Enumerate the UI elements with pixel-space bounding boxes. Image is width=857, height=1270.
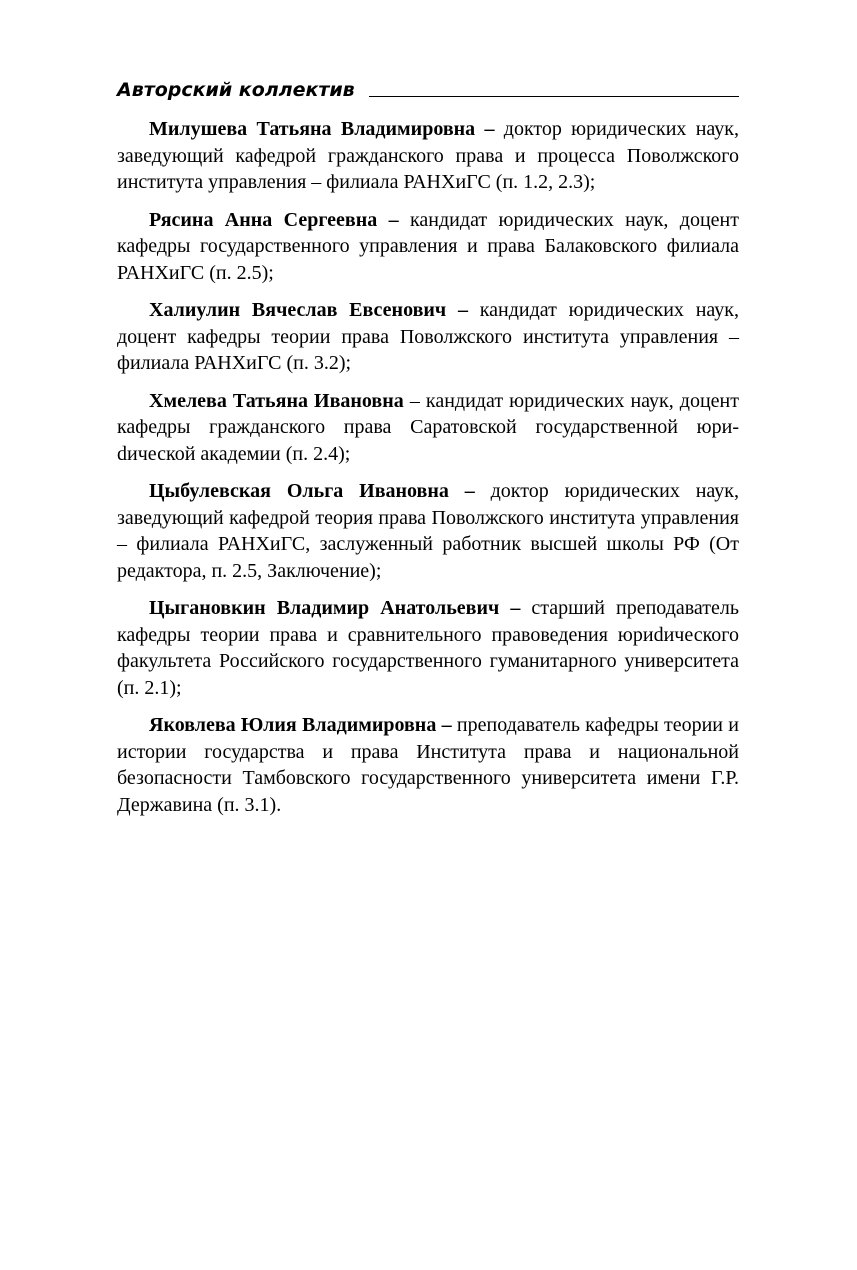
dash-separator: – [499, 597, 532, 619]
author-name: Халиулин Вячеслав Евсенович [149, 299, 447, 321]
author-name: Рясина Анна Сергеевна [149, 208, 378, 231]
author-description: старший преподаватель кафедры теории права и сравнительного правоведения юриdического факультета Российского государственного гуманитарного университета (п. 2.1); [117, 597, 740, 699]
author-name: Яковлева Юлия Владимировна [149, 714, 437, 736]
author-name: Милушева Татьяна Владимировна [149, 118, 476, 140]
author-entry [117, 712, 739, 818]
author-entry [117, 116, 739, 196]
dash-separator: – [403, 389, 426, 412]
author-description: преподаватель кафедры теории и истории государства и права Института права и национальной безопасности Тамбовского государственного университета имени Г.Р. Державина (п. 3.1). [117, 714, 739, 816]
author-entry [117, 297, 739, 377]
running-header [117, 72, 739, 102]
author-list [117, 116, 739, 818]
header-rule [369, 96, 739, 97]
author-description: доктор юридических наук, заведующий кафедрой гражданского права и процесса Поволжского института управления – филиала РАНХиГС (п. 1.2, 2.3); [117, 118, 740, 193]
dash-separator: – [475, 118, 504, 140]
author-entry [117, 595, 739, 701]
dash-separator: – [448, 480, 491, 502]
author-entry [117, 388, 739, 468]
book-page [117, 72, 739, 829]
author-name: Хмелева Татьяна Ивановна [149, 389, 404, 412]
author-description: кандидат юридических наук, доцент кафедры теории права Поволжского института управления – филиала РАНХиГС (п. 3.2); [117, 299, 740, 374]
page-title: Авторский коллектив [117, 79, 355, 101]
author-entry [117, 207, 739, 287]
author-name: Цыбулевская Ольга Ивановна [149, 480, 449, 502]
author-entry [117, 478, 739, 584]
dash-separator: – [446, 299, 480, 321]
dash-separator: – [436, 714, 457, 736]
author-name: Цыгановкин Владимир Анатольевич [149, 597, 500, 619]
author-description: доктор юридических наук, заведующий кафедрой теория права Поволжского института управления – филиала РАНХиГС, заслуженный работник высшей школы РФ (От редактора, п. 2.5, Заключение); [117, 480, 740, 582]
dash-separator: – [377, 208, 411, 231]
author-description: кандидат юридических наук, доцент кафедры гражданского права Саратовской государственной юриdической академии (п. 2.4); [117, 389, 739, 465]
author-description: кандидат юридических наук, доцент кафедры государственного управления и права Балаковского филиала РАНХиГС (п. 2.5); [117, 208, 740, 284]
